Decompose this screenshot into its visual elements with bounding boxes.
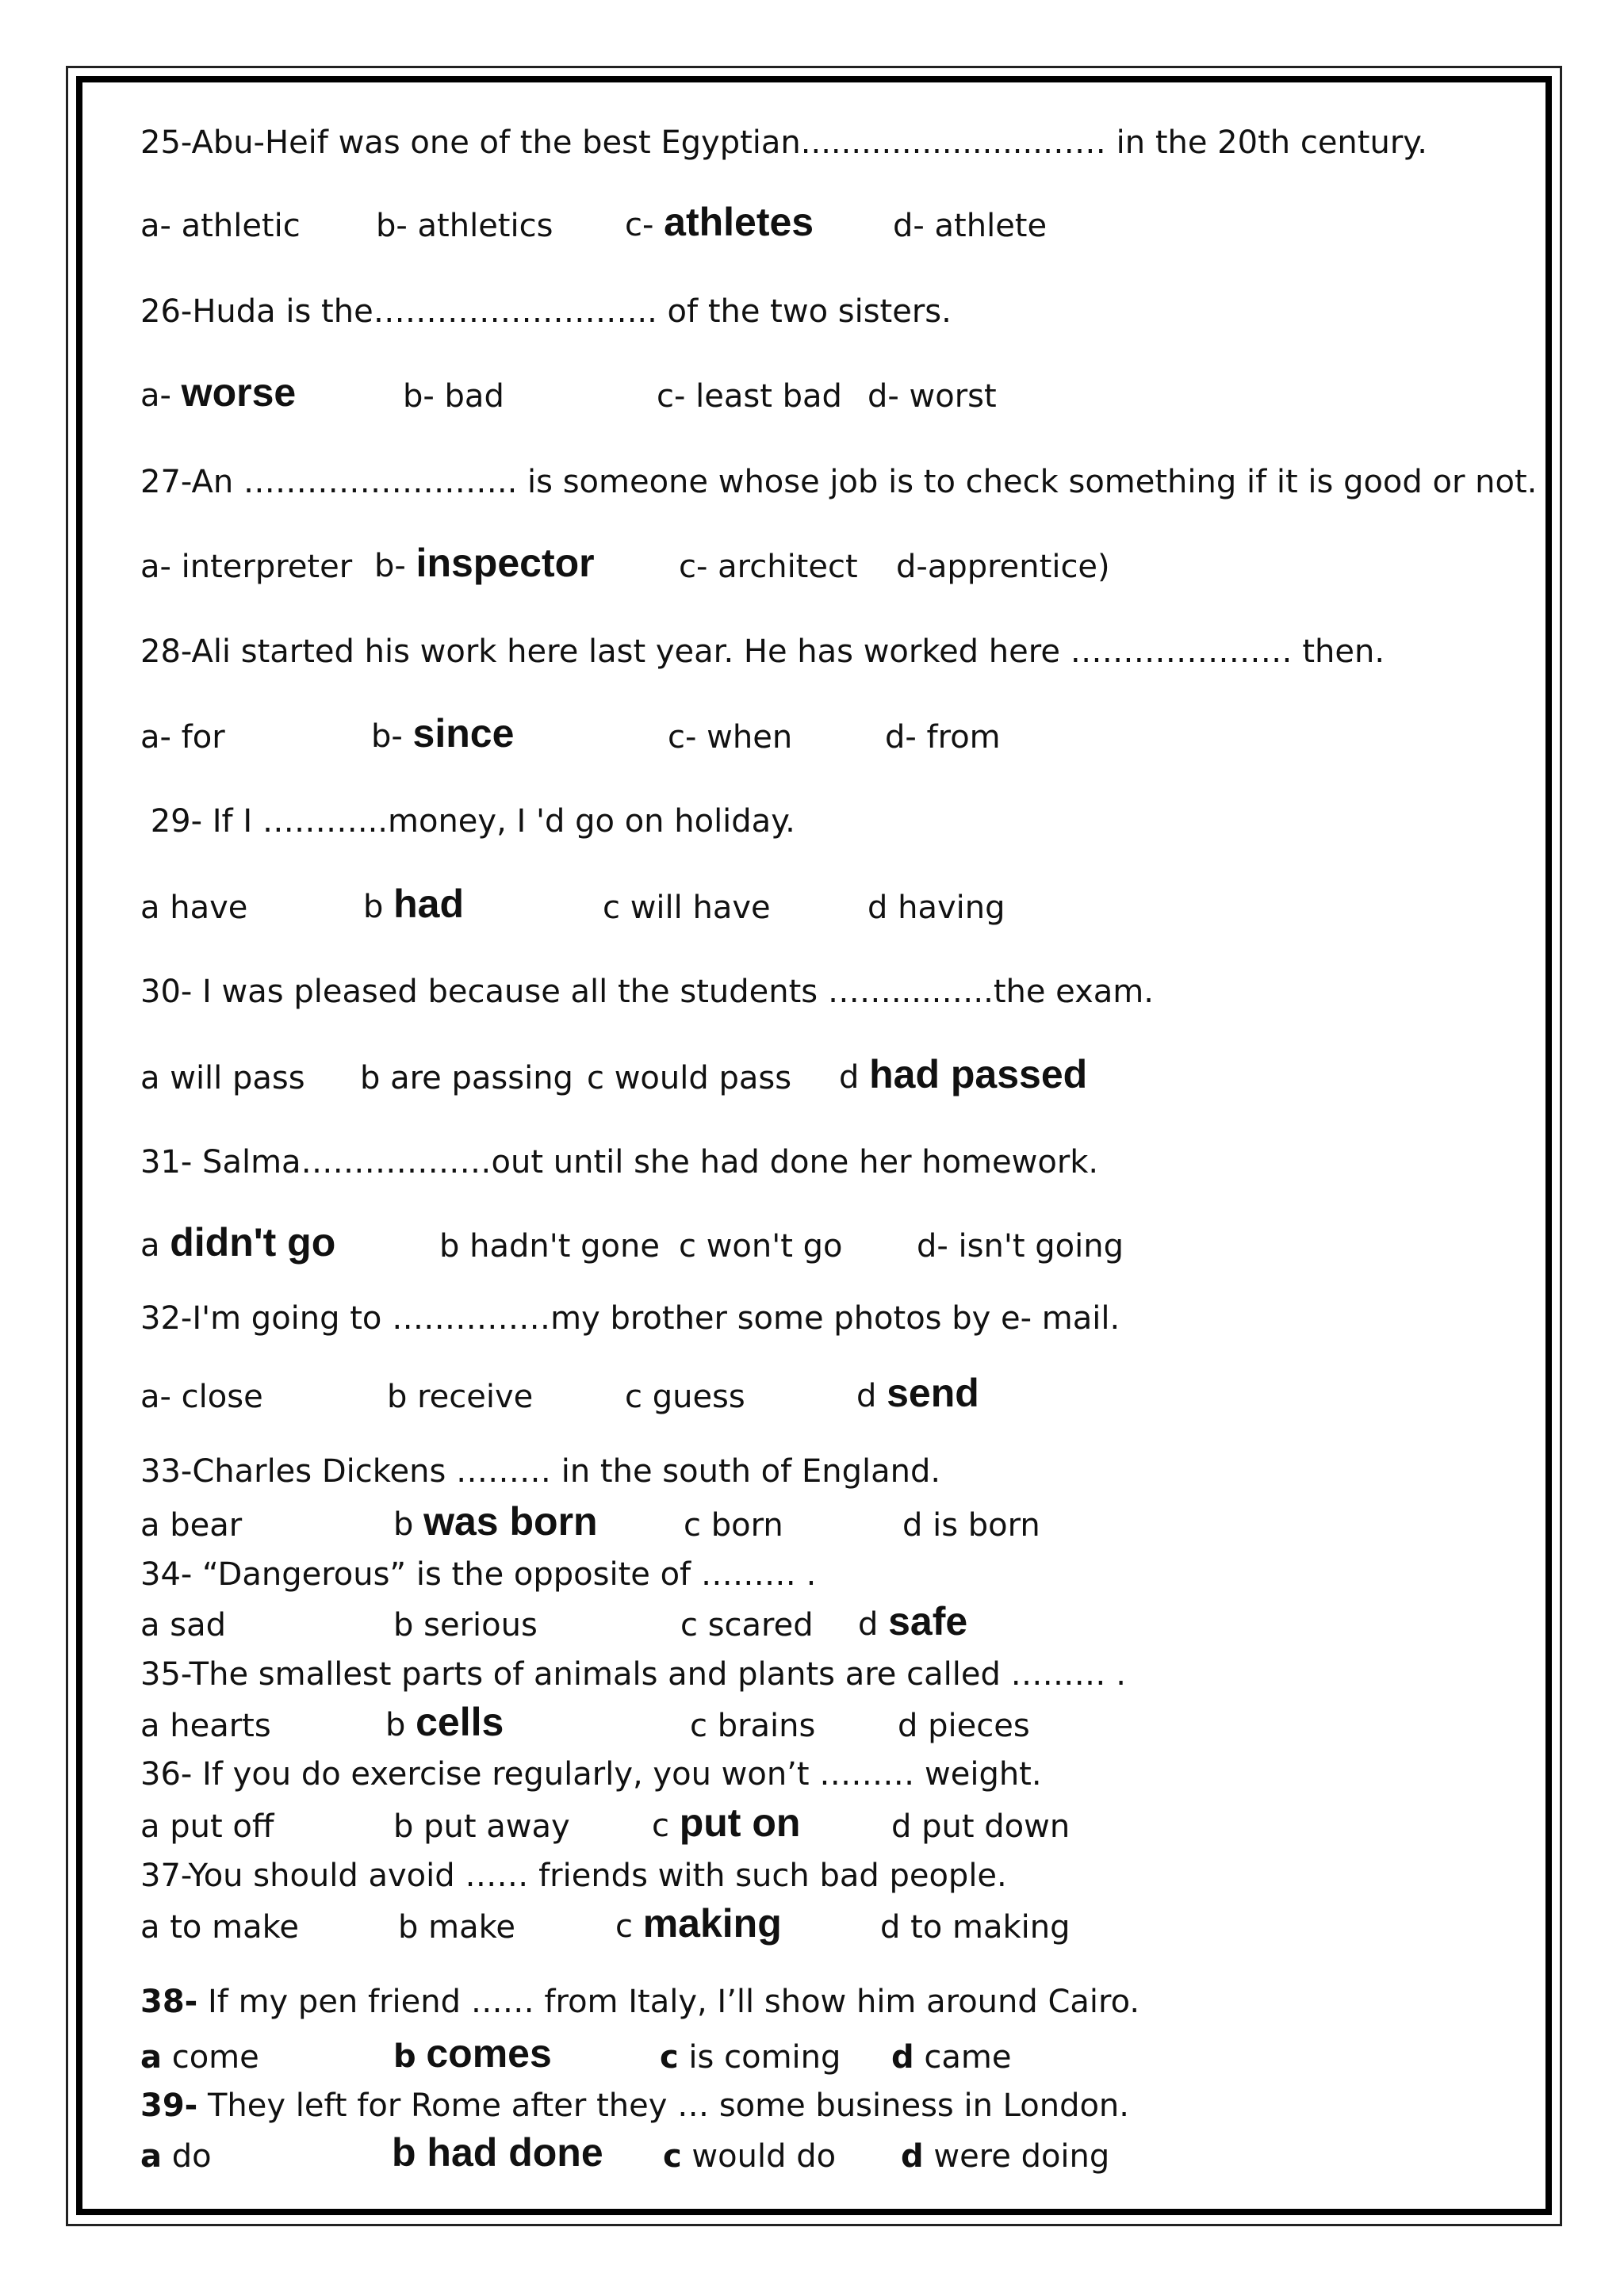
question-38: 38- If my pen friend …… from Italy, I’ll show him around Cairo. [140, 1984, 1140, 2020]
option-d: d to making [880, 1909, 1071, 1946]
question-29: 29- If I ………...money, I 'd go on holiday. [140, 803, 795, 840]
option-a: a didn't go [140, 1220, 336, 1265]
option-d: d-apprentice) [896, 549, 1110, 585]
option-a: a put off [140, 1808, 274, 1845]
option-b: b had [363, 882, 465, 926]
option-b: b comes [393, 2031, 552, 2076]
option-d: d pieces [898, 1708, 1030, 1744]
option-c: c born [684, 1507, 783, 1544]
option-a: a sad [140, 1607, 226, 1644]
option-a: a to make [140, 1909, 299, 1946]
option-c: c- when [668, 719, 793, 756]
option-a: a hearts [140, 1708, 271, 1744]
question-32: 32-I'm going to ……………my brother some photos by e- mail. [140, 1300, 1120, 1337]
question-33: 33-Charles Dickens ……… in the south of England. [140, 1453, 941, 1490]
option-d: d had passed [839, 1052, 1088, 1096]
option-c: c is coming [660, 2039, 841, 2076]
option-b: b are passing [360, 1060, 573, 1096]
option-b: b make [398, 1909, 515, 1946]
option-c: c would pass [587, 1060, 792, 1096]
option-c: c scared [680, 1607, 814, 1644]
question-39: 39- They left for Rome after they … some business in London. [140, 2087, 1129, 2124]
correct-answer: safe [888, 1599, 968, 1644]
question-37: 37-You should avoid …… friends with such bad people. [140, 1858, 1007, 1894]
option-c: c making [615, 1901, 782, 1946]
option-c: c won't go [679, 1228, 843, 1265]
correct-answer: send [887, 1371, 979, 1415]
correct-answer: cells [416, 1700, 504, 1744]
option-a: a will pass [140, 1060, 305, 1096]
option-b: b- inspector [374, 541, 595, 585]
option-d: d- isn't going [917, 1228, 1124, 1265]
option-b: b receive [387, 1379, 534, 1415]
question-35: 35-The smallest parts of animals and plants are called ……… . [140, 1656, 1126, 1693]
option-a: a come [140, 2039, 259, 2076]
option-b: b was born [393, 1499, 598, 1544]
correct-answer: athletes [664, 200, 814, 244]
option-c: c would do [663, 2138, 837, 2175]
option-c: c guess [625, 1379, 745, 1415]
option-d: d came [891, 2039, 1012, 2076]
option-b: b serious [393, 1607, 538, 1644]
correct-answer: had passed [869, 1052, 1088, 1096]
option-a: a bear [140, 1507, 243, 1544]
option-c: c- architect [679, 549, 858, 585]
correct-answer: inspector [416, 541, 595, 585]
option-c: c will have [603, 890, 771, 926]
option-b: b- athletics [376, 208, 553, 244]
correct-answer: was born [423, 1499, 598, 1544]
question-28: 28-Ali started his work here last year. He has worked here ………………… then. [140, 633, 1385, 670]
option-c: c- least bad [657, 378, 842, 415]
option-c: c brains [690, 1708, 816, 1744]
question-26: 26-Huda is the……………………... of the two sisters. [140, 293, 952, 330]
option-b: b cells [385, 1700, 504, 1744]
option-c: c put on [652, 1800, 801, 1845]
option-a: a- interpreter [140, 549, 353, 585]
option-b [392, 2130, 603, 2175]
question-25: 25-Abu-Heif was one of the best Egyptian........................…… in the 20th century. [140, 124, 1427, 161]
option-c: c- athletes [625, 200, 814, 244]
question-30: 30- I was pleased because all the students …….....…..the exam. [140, 974, 1154, 1010]
option-d: d having [868, 890, 1005, 926]
correct-answer: didn't go [170, 1220, 336, 1265]
correct-answer: comes [426, 2031, 552, 2076]
option-d: d safe [858, 1599, 968, 1644]
option-a: a- worse [140, 370, 297, 415]
option-a: a have [140, 890, 248, 926]
option-a: a- for [140, 719, 225, 756]
question-34: 34- “Dangerous” is the opposite of ……… . [140, 1556, 817, 1593]
option-b: b hadn't gone [439, 1228, 660, 1265]
question-27: 27-An …………………….. is someone whose job is to check something if it is good or not. [140, 464, 1538, 500]
option-b: b put away [393, 1808, 570, 1845]
correct-answer: put on [679, 1800, 801, 1845]
option-d: d- from [885, 719, 1001, 756]
correct-answer: b had done [392, 2130, 603, 2175]
correct-answer: since [412, 711, 515, 756]
option-d: d is born [902, 1507, 1040, 1544]
option-a: a do [140, 2138, 212, 2175]
option-d: d send [856, 1371, 979, 1415]
correct-answer: had [393, 882, 465, 926]
option-d: d- worst [868, 378, 997, 415]
option-a: a- close [140, 1379, 263, 1415]
correct-answer: worse [181, 370, 297, 415]
question-36: 36- If you do exercise regularly, you won’t ……… weight. [140, 1756, 1042, 1793]
correct-answer: making [642, 1901, 782, 1946]
option-d: d put down [891, 1808, 1071, 1845]
option-d: d- athlete [893, 208, 1048, 244]
option-b: b- since [371, 711, 515, 756]
option-a: a- athletic [140, 208, 301, 244]
option-d: d were doing [901, 2138, 1110, 2175]
option-b: b- bad [403, 378, 504, 415]
question-31: 31- Salma………………out until she had done her homework. [140, 1144, 1099, 1181]
